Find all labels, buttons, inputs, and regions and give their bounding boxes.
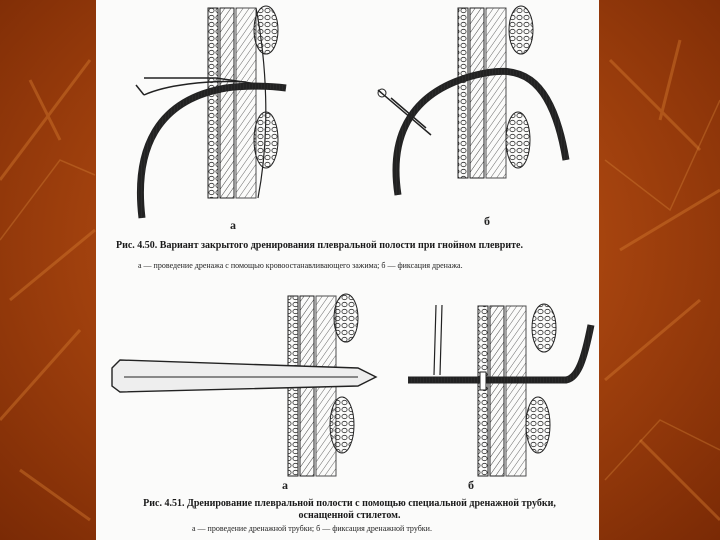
figure-450-label-a: а: [230, 218, 236, 232]
figure-451-a-drawing: [112, 294, 376, 476]
surgical-illustrations: [96, 0, 599, 540]
figure-451-caption-title: Рис. 4.51. Дренирование плевральной полости с помощью специальной дренажной трубки,: [143, 498, 556, 509]
scanned-textbook-page: [96, 0, 599, 540]
figure-450-label-b: б: [484, 214, 490, 228]
figure-451-subcaption: а — проведение дренажной трубки; б — фиксация дренажной трубки.: [192, 524, 432, 533]
figure-451-caption: [102, 498, 597, 522]
figure-450-subcaption: а — проведение дренажа с помощью кровоостанавливающего зажима; б — фиксация дренажа.: [138, 261, 463, 270]
figure-450-a-drawing: [136, 6, 286, 218]
figure-451-b-drawing: [408, 304, 591, 476]
figure-450-caption: [116, 240, 586, 252]
figure-450-caption-title: Рис. 4.50. Вариант закрытого дренирования плевральной полости при гнойном плеврите.: [116, 240, 523, 251]
figure-450-b-drawing: [378, 6, 566, 195]
figure-451-label-b: б: [468, 478, 474, 492]
figure-451-caption-title-2: оснащенной стилетом.: [298, 510, 401, 521]
figure-451-label-a: а: [282, 478, 288, 492]
